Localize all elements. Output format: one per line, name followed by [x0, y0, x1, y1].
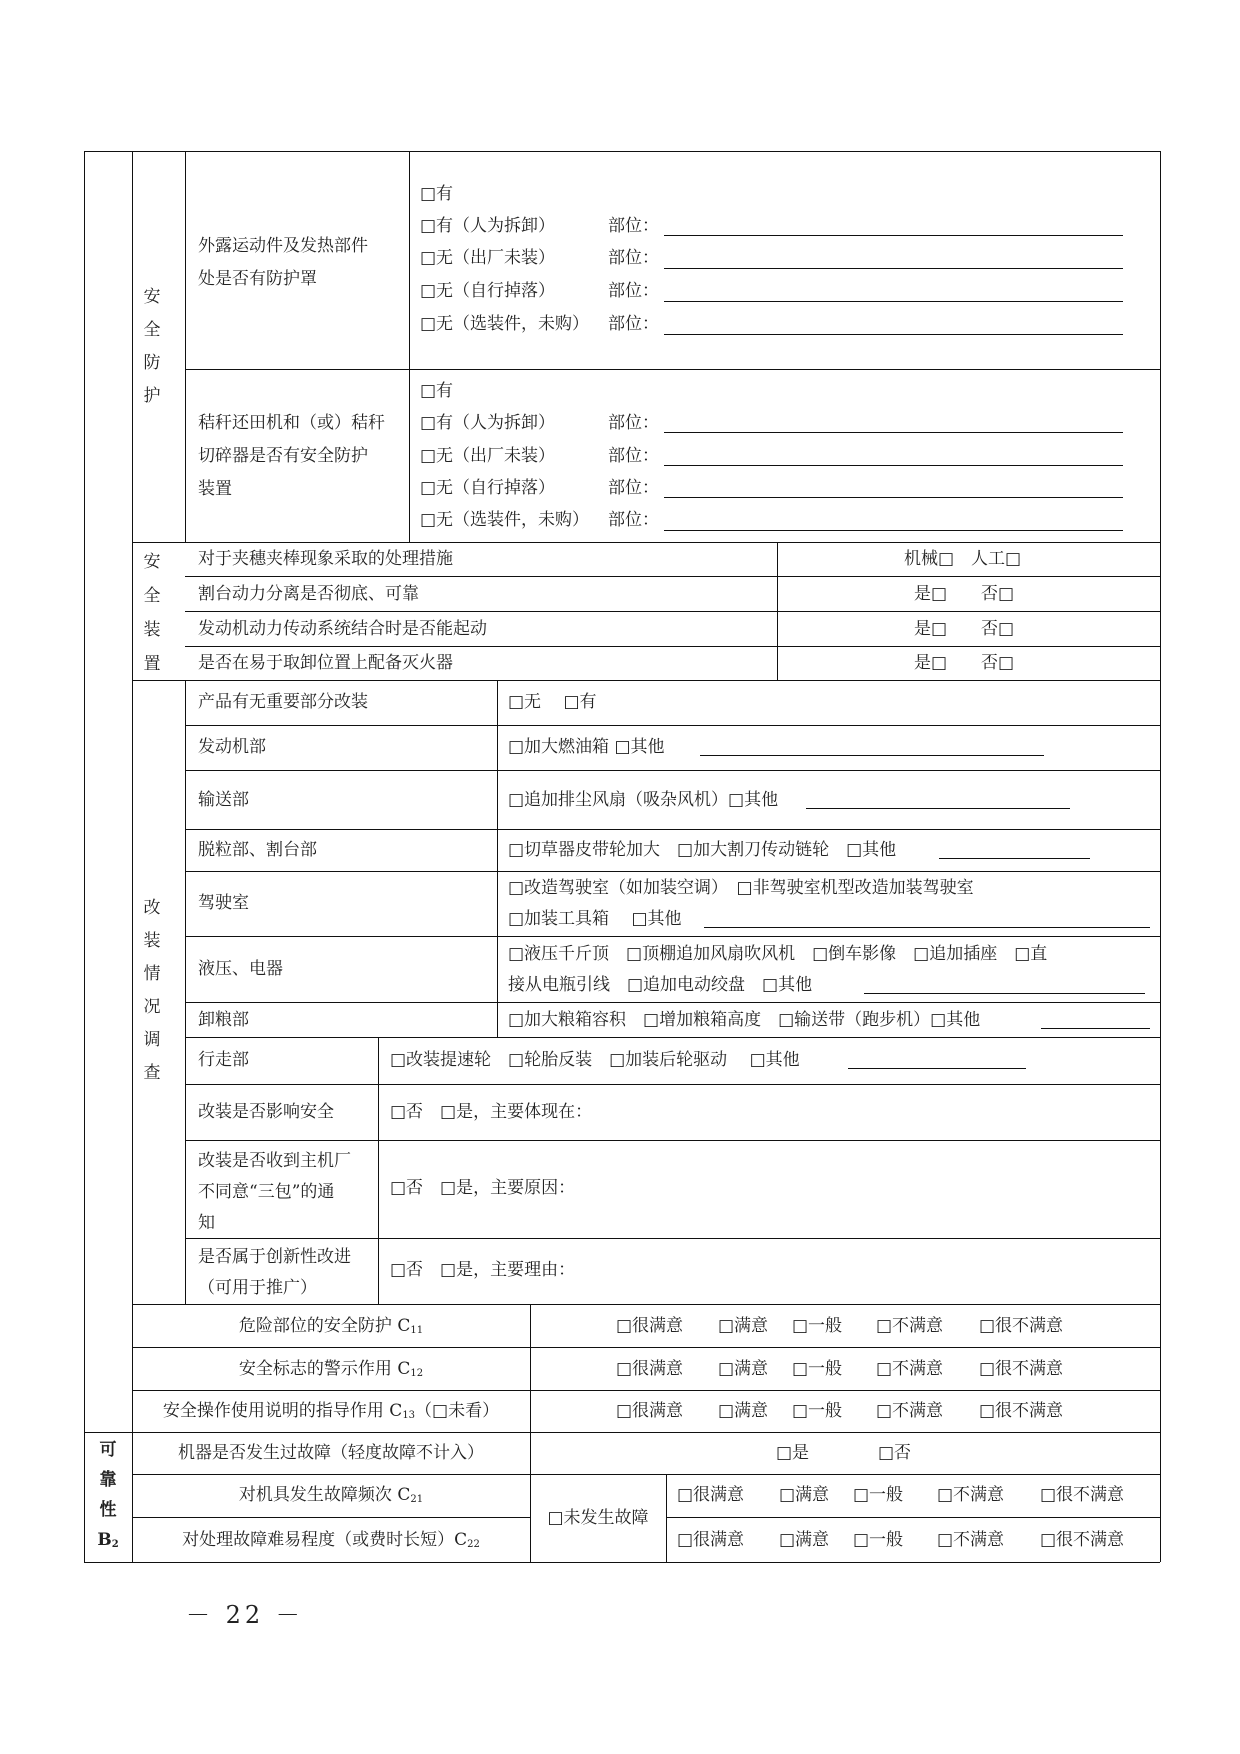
rating-option-checkbox[interactable]: □不满意 — [876, 1359, 944, 1379]
rating-option-checkbox[interactable]: □很不满意 — [1040, 1485, 1125, 1505]
option-checkbox[interactable]: □有 — [420, 184, 454, 204]
label-char: 安 — [143, 287, 161, 307]
rating-label — [132, 1530, 530, 1555]
rating-sub: 13 — [402, 1410, 416, 1421]
rating-option-checkbox[interactable]: □很满意 — [616, 1316, 684, 1336]
fault-question: 机器是否发生过故障（轻度故障不计入） — [178, 1443, 484, 1463]
rating-option-checkbox[interactable]: □很满意 — [677, 1485, 745, 1505]
rating-option-checkbox[interactable]: □一般 — [792, 1401, 843, 1421]
mod-label: 产品有无重要部分改装 — [198, 692, 368, 712]
device-question: 是否在易于取卸位置上配备灭火器 — [198, 653, 453, 673]
mod-options[interactable]: □改造驾驶室（如加装空调） □非驾驶室机型改造加装驾驶室 — [508, 878, 974, 898]
rating-text: 安全操作使用说明的指导作用 C — [162, 1401, 403, 1421]
rating-text: 安全标志的警示作用 C — [238, 1359, 411, 1379]
page-number: － 22 － — [186, 1601, 304, 1629]
label-char: 护 — [143, 386, 161, 406]
label-char: 防 — [143, 353, 161, 373]
other-input[interactable] — [700, 755, 1044, 756]
rating-option-checkbox[interactable]: □满意 — [718, 1316, 769, 1336]
rating-sub: 22 — [467, 1539, 480, 1550]
guard-question-1 — [198, 230, 368, 296]
label-line: 是否属于创新性改进 — [198, 1247, 351, 1267]
question-line: 装置 — [198, 479, 232, 499]
label-char: 可 — [99, 1440, 117, 1460]
device-answer[interactable]: 是□ 否□ — [914, 584, 1015, 604]
mod-label: 液压、电器 — [198, 959, 283, 979]
mod-label: 改装是否影响安全 — [198, 1102, 334, 1122]
rating-label — [132, 1485, 530, 1510]
guard-question-2 — [198, 407, 385, 506]
location-label: 部位： — [608, 314, 659, 334]
label-char: 况 — [143, 997, 161, 1017]
rating-label — [132, 1316, 530, 1341]
location-input[interactable] — [664, 497, 1123, 498]
mod-options[interactable]: □加大燃油箱 □其他 — [508, 737, 665, 757]
rating-option-checkbox[interactable]: □一般 — [853, 1485, 904, 1505]
reliability-code — [96, 1525, 120, 1560]
rating-sub: 12 — [410, 1368, 424, 1379]
mod-options[interactable]: □加大粮箱容积 □增加粮箱高度 □输送带（跑步机）□其他 — [508, 1010, 981, 1030]
rating-sub: 21 — [410, 1494, 424, 1505]
option-checkbox[interactable]: □有（人为拆卸） — [420, 216, 556, 236]
location-input[interactable] — [664, 530, 1123, 531]
question-line: 切碎器是否有安全防护 — [198, 446, 368, 466]
location-input[interactable] — [664, 334, 1123, 335]
rating-option-checkbox[interactable]: □一般 — [853, 1530, 904, 1550]
option-checkbox[interactable]: □无（自行掉落） — [420, 281, 556, 301]
rating-option-checkbox[interactable]: □满意 — [718, 1401, 769, 1421]
other-input[interactable] — [806, 808, 1070, 809]
mod-label: 脱粒部、割台部 — [198, 840, 317, 860]
label-char: 装 — [143, 931, 161, 951]
rating-label — [132, 1401, 530, 1426]
rating-option-checkbox[interactable]: □不满意 — [876, 1316, 944, 1336]
label-line: （可用于推广） — [198, 1278, 317, 1298]
mod-options[interactable]: □加装工具箱 □其他 — [508, 909, 682, 929]
other-input[interactable] — [704, 927, 1150, 928]
mod-label-multiline — [198, 1242, 351, 1304]
location-label: 部位： — [608, 446, 659, 466]
rating-option-checkbox[interactable]: □很不满意 — [979, 1359, 1064, 1379]
other-input[interactable] — [848, 1068, 1026, 1069]
fault-no-checkbox[interactable]: □否 — [878, 1443, 912, 1463]
not-read-checkbox[interactable]: （□未看） — [415, 1401, 500, 1421]
label-line: 知 — [198, 1213, 215, 1233]
location-label: 部位： — [608, 413, 659, 433]
label-char: 靠 — [99, 1470, 117, 1490]
location-label: 部位： — [608, 216, 659, 236]
section-label-reliability — [96, 1435, 120, 1560]
label-char: 置 — [143, 654, 161, 674]
question-line: 处是否有防护罩 — [198, 269, 317, 289]
rating-option-checkbox[interactable]: □很不满意 — [1040, 1530, 1125, 1550]
mod-label: 输送部 — [198, 790, 249, 810]
rating-option-checkbox[interactable]: □很不满意 — [979, 1316, 1064, 1336]
mod-label: 驾驶室 — [198, 893, 249, 913]
mod-label: 行走部 — [198, 1050, 249, 1070]
rating-option-checkbox[interactable]: □满意 — [779, 1485, 830, 1505]
mod-options[interactable]: □否 □是，主要原因： — [390, 1178, 576, 1198]
device-question: 对于夹穗夹棒现象采取的处理措施 — [198, 549, 453, 569]
label-char: 全 — [143, 320, 161, 340]
section-label-safety-device — [140, 545, 164, 681]
mod-options[interactable]: □液压千斤顶 □顶棚追加风扇吹风机 □倒车影像 □追加插座 □直 — [508, 944, 1048, 964]
option-checkbox[interactable]: □无（出厂未装） — [420, 446, 556, 466]
other-input[interactable] — [939, 858, 1090, 859]
mod-options[interactable]: □否 □是，主要理由： — [390, 1260, 576, 1280]
mod-options[interactable]: □无 □有 — [508, 692, 597, 712]
label-char: 查 — [143, 1063, 161, 1083]
label-line: 改装是否收到主机厂 — [198, 1151, 351, 1171]
label-char: 安 — [143, 552, 161, 572]
location-label: 部位： — [608, 478, 659, 498]
mod-label: 卸粮部 — [198, 1010, 249, 1030]
location-input[interactable] — [664, 465, 1123, 466]
mod-options[interactable]: □切草器皮带轮加大 □加大割刀传动链轮 □其他 — [508, 840, 897, 860]
no-fault-checkbox[interactable]: □未发生故障 — [547, 1508, 649, 1528]
label-char: 装 — [143, 620, 161, 640]
device-question: 发动机动力传动系统结合时是否能起动 — [198, 619, 487, 639]
other-input[interactable] — [1041, 1028, 1150, 1029]
mod-options[interactable]: 接从电瓶引线 □追加电动绞盘 □其他 — [508, 975, 813, 995]
rating-option-checkbox[interactable]: □一般 — [792, 1316, 843, 1336]
label-char: 全 — [143, 586, 161, 606]
rating-option-checkbox[interactable]: □不满意 — [937, 1485, 1005, 1505]
other-input[interactable] — [864, 993, 1145, 994]
section-label-modification — [140, 892, 164, 1090]
label-char: 情 — [143, 964, 161, 984]
location-label: 部位： — [608, 510, 659, 530]
device-answer[interactable]: 是□ 否□ — [914, 653, 1015, 673]
location-input[interactable] — [664, 268, 1123, 269]
location-label: 部位： — [608, 248, 659, 268]
section-label-safety-protection — [140, 281, 164, 413]
location-label: 部位： — [608, 281, 659, 301]
rating-label — [132, 1359, 530, 1384]
rating-text: 对处理故障难易程度（或费时长短）C — [182, 1530, 468, 1550]
label-line: 不同意“三包”的通 — [198, 1182, 335, 1202]
mod-label-multiline — [198, 1146, 351, 1239]
location-input[interactable] — [664, 301, 1123, 302]
mod-label: 发动机部 — [198, 737, 266, 757]
option-checkbox[interactable]: □无（选装件，未购） — [420, 510, 590, 530]
fault-yes-checkbox[interactable]: □是 — [776, 1443, 810, 1463]
label-char: 性 — [99, 1500, 117, 1520]
mod-options[interactable]: □改装提速轮 □轮胎反装 □加装后轮驱动 □其他 — [390, 1050, 800, 1070]
code-letter: B — [97, 1530, 112, 1550]
option-checkbox[interactable]: □无（选装件，未购） — [420, 314, 590, 334]
rating-text: 危险部位的安全防护 C — [238, 1316, 411, 1336]
rating-option-checkbox[interactable]: □一般 — [792, 1359, 843, 1379]
mod-options[interactable]: □追加排尘风扇（吸杂风机）□其他 — [508, 790, 779, 810]
location-input[interactable] — [664, 432, 1123, 433]
rating-sub: 11 — [410, 1325, 424, 1336]
rating-option-checkbox[interactable]: □很满意 — [616, 1401, 684, 1421]
option-checkbox[interactable]: □无（自行掉落） — [420, 478, 556, 498]
option-checkbox[interactable]: □有（人为拆卸） — [420, 413, 556, 433]
code-index: 2 — [111, 1539, 119, 1550]
option-checkbox[interactable]: □有 — [420, 381, 454, 401]
question-line: 外露运动件及发热部件 — [198, 236, 368, 256]
label-char: 调 — [143, 1030, 161, 1050]
rating-option-checkbox[interactable]: □满意 — [779, 1530, 830, 1550]
rating-option-checkbox[interactable]: □很满意 — [677, 1530, 745, 1550]
label-char: 改 — [143, 898, 161, 918]
mod-options[interactable]: □否 □是，主要体现在： — [390, 1102, 593, 1122]
rating-text: 对机具发生故障频次 C — [238, 1485, 411, 1505]
device-answer[interactable]: 机械□ 人工□ — [904, 549, 1022, 569]
question-line: 秸秆还田机和（或）秸秆 — [198, 413, 385, 433]
rating-option-checkbox[interactable]: □满意 — [718, 1359, 769, 1379]
location-input[interactable] — [664, 235, 1123, 236]
rating-option-checkbox[interactable]: □很满意 — [616, 1359, 684, 1379]
device-question: 割台动力分离是否彻底、可靠 — [198, 584, 419, 604]
device-answer[interactable]: 是□ 否□ — [914, 619, 1015, 639]
rating-option-checkbox[interactable]: □很不满意 — [979, 1401, 1064, 1421]
option-checkbox[interactable]: □无（出厂未装） — [420, 248, 556, 268]
rating-option-checkbox[interactable]: □不满意 — [876, 1401, 944, 1421]
rating-option-checkbox[interactable]: □不满意 — [937, 1530, 1005, 1550]
